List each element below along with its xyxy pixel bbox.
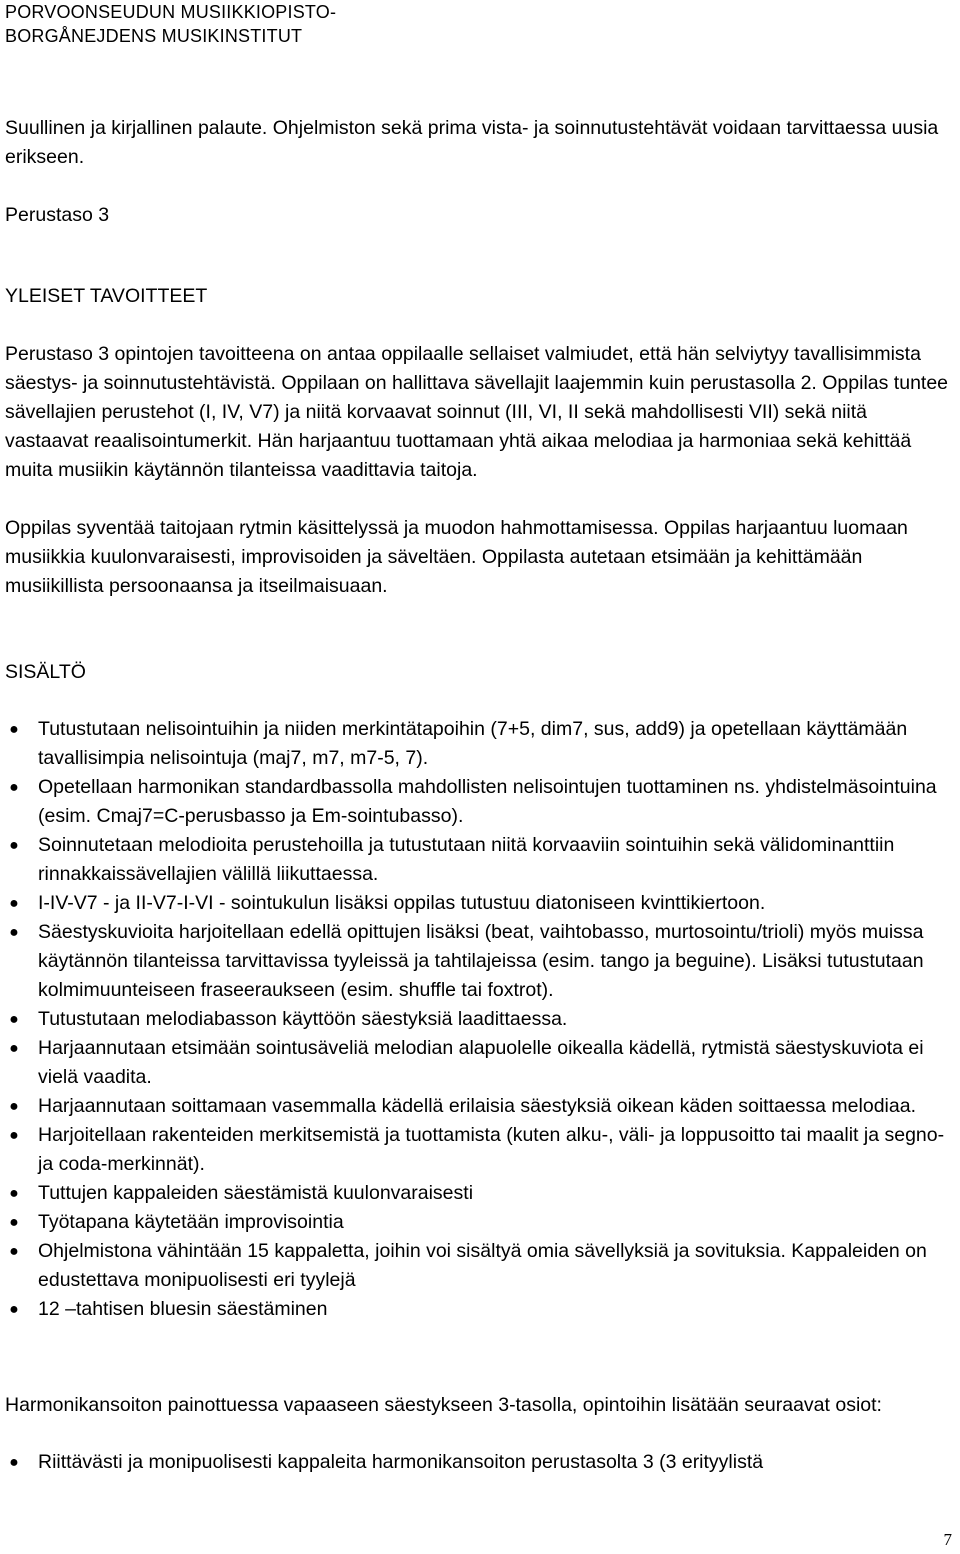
content-title: SISÄLTÖ <box>5 661 86 683</box>
bullet-icon: ● <box>9 837 19 854</box>
header-line-2: BORGÅNEJDENS MUSIKINSTITUT <box>5 26 303 46</box>
list-item <box>0 715 950 773</box>
bullet-icon: ● <box>9 1185 19 1202</box>
list-item <box>0 1208 950 1237</box>
bullet-icon: ● <box>9 1040 19 1057</box>
bullet-icon: ● <box>9 779 19 796</box>
list-item-text: Opetellaan harmonikan standardbassolla mahdollisten nelisointujen tuottaminen ns. yhdistelmäsointuina (esim. Cmaj7=C-perusbasso ja Em-sointubasso). <box>38 776 937 827</box>
header-line-1: PORVOONSEUDUN MUSIIKKIOPISTO- <box>5 2 337 22</box>
bullet-icon: ● <box>9 1127 19 1144</box>
level-title: Perustaso 3 <box>5 204 110 226</box>
list-item-text: Tutustutaan nelisointuihin ja niiden merkintätapoihin (7+5, dim7, sus, add9) ja opetellaan käyttämään tavallisimpia nelisointuja (maj7, m7, m7-5, 7). <box>38 718 908 769</box>
main-content <box>5 114 950 601</box>
content-list <box>0 715 950 1324</box>
bullet-icon: ● <box>9 1214 19 1231</box>
list-item <box>0 831 950 889</box>
list-item-text: Tutustutaan melodiabasson käyttöön säestyksiä laadittaessa. <box>38 1008 568 1030</box>
list-item-text: I-IV-V7 - ja II-V7-I-VI - sointukulun lisäksi oppilas tutustuu diatoniseen kvinttikiertoon. <box>38 892 766 914</box>
list-item <box>0 1295 950 1324</box>
list-item-text: Harjoitellaan rakenteiden merkitsemistä ja tuottamista (kuten alku-, väli- ja loppusoitto tai maalit ja segno- ja coda-merkinnät). <box>38 1124 945 1175</box>
list-item <box>0 1179 950 1208</box>
list-item-text: Työtapana käytetään improvisointia <box>38 1211 344 1233</box>
list-item-text: Soinnutetaan melodioita perustehoilla ja tutustutaan niitä korvaaviin sointuihin sekä välidominanttiin rinnakkaissävellajien välillä liikuttaessa. <box>38 834 895 885</box>
list-item <box>0 1034 950 1092</box>
bullet-icon: ● <box>9 1098 19 1115</box>
list-item <box>0 773 950 831</box>
list-item-text: Tuttujen kappaleiden säestämistä kuulonvaraisesti <box>38 1182 474 1204</box>
list-item <box>0 918 950 1005</box>
list-item <box>0 1005 950 1034</box>
list-item-text: Ohjelmistona vähintään 15 kappaletta, joihin voi sisältyä omia sävellyksiä ja sovituksia. Kappaleiden on edustettava monipuolisesti eri tyylejä <box>38 1240 927 1291</box>
list-item <box>0 1237 950 1295</box>
closing-list <box>0 1448 950 1477</box>
list-item-text: 12 –tahtisen bluesin säestäminen <box>38 1298 328 1320</box>
bullet-icon: ● <box>9 1454 19 1471</box>
goals-paragraph-1: Perustaso 3 opintojen tavoitteena on antaa oppilaalle sellaiset valmiudet, että hän selviytyy tavallisimmista säestys- ja soinnutustehtävistä. Oppilaan on hallittava sävellajit laajemmin kuin perustasolla 2. Oppilas tuntee sävellajien perustehot (I, IV, V7) ja niitä korvaavat soinnut (III, VI, II sekä mahdollisesti VII) sekä niitä vastaavat reaalisointumerkit. Hän harjaantuu tuottamaan yhtä aikaa melodiaa ja harmoniaa sekä kehittää muita musiikin käytännön tilanteissa vaadittavia taitoja. <box>5 343 949 481</box>
list-item <box>0 1448 950 1477</box>
list-item <box>0 889 950 918</box>
bullet-icon: ● <box>9 721 19 738</box>
bullet-icon: ● <box>9 1243 19 1260</box>
document-header <box>5 0 565 48</box>
goals-paragraph-2: Oppilas syventää taitojaan rytmin käsittelyssä ja muodon hahmottamisessa. Oppilas harjaantuu luomaan musiikkia kuulonvaraisesti, improvisoiden ja säveltäen. Oppilasta autetaan etsimään ja kehittämään musiikillista persoonaansa ja itseilmaisuaan. <box>5 517 908 597</box>
bullet-icon: ● <box>9 1301 19 1318</box>
list-item <box>0 1121 950 1179</box>
bullet-icon: ● <box>9 1011 19 1028</box>
list-item-text: Säestyskuvioita harjoitellaan edellä opittujen lisäksi (beat, vaihtobasso, murtosointu/trioli) myös muissa käytännön tilanteissa tarvittavissa tyyleissä ja tahtilajeissa (esim. tango ja beguine). Lisäksi tutustutaan kolmimuunteiseen fraseeraukseen (esim. shuffle tai foxtrot). <box>38 921 924 1001</box>
bullet-icon: ● <box>9 895 19 912</box>
bullet-icon: ● <box>9 924 19 941</box>
list-item-text: Harjaannutaan etsimään sointusäveliä melodian alapuolelle oikealla kädellä, rytmistä säestyskuviota ei vielä vaadita. <box>38 1037 924 1088</box>
list-item-text: Harjaannutaan soittamaan vasemmalla kädellä erilaisia säestyksiä oikean käden soittaessa melodiaa. <box>38 1095 916 1117</box>
intro-paragraph: Suullinen ja kirjallinen palaute. Ohjelmiston sekä prima vista- ja soinnutustehtävät voidaan tarvittaessa uusia erikseen. <box>5 117 939 168</box>
list-item <box>0 1092 950 1121</box>
list-item-text: Riittävästi ja monipuolisesti kappaleita harmonikansoiton perustasolta 3 (3 erityylistä <box>38 1451 764 1473</box>
closing-paragraph: Harmonikansoiton painottuessa vapaaseen säestykseen 3-tasolla, opintoihin lisätään seuraavat osiot: <box>5 1394 882 1416</box>
goals-title: YLEISET TAVOITTEET <box>5 285 208 307</box>
page-number: 7 <box>943 1530 952 1549</box>
